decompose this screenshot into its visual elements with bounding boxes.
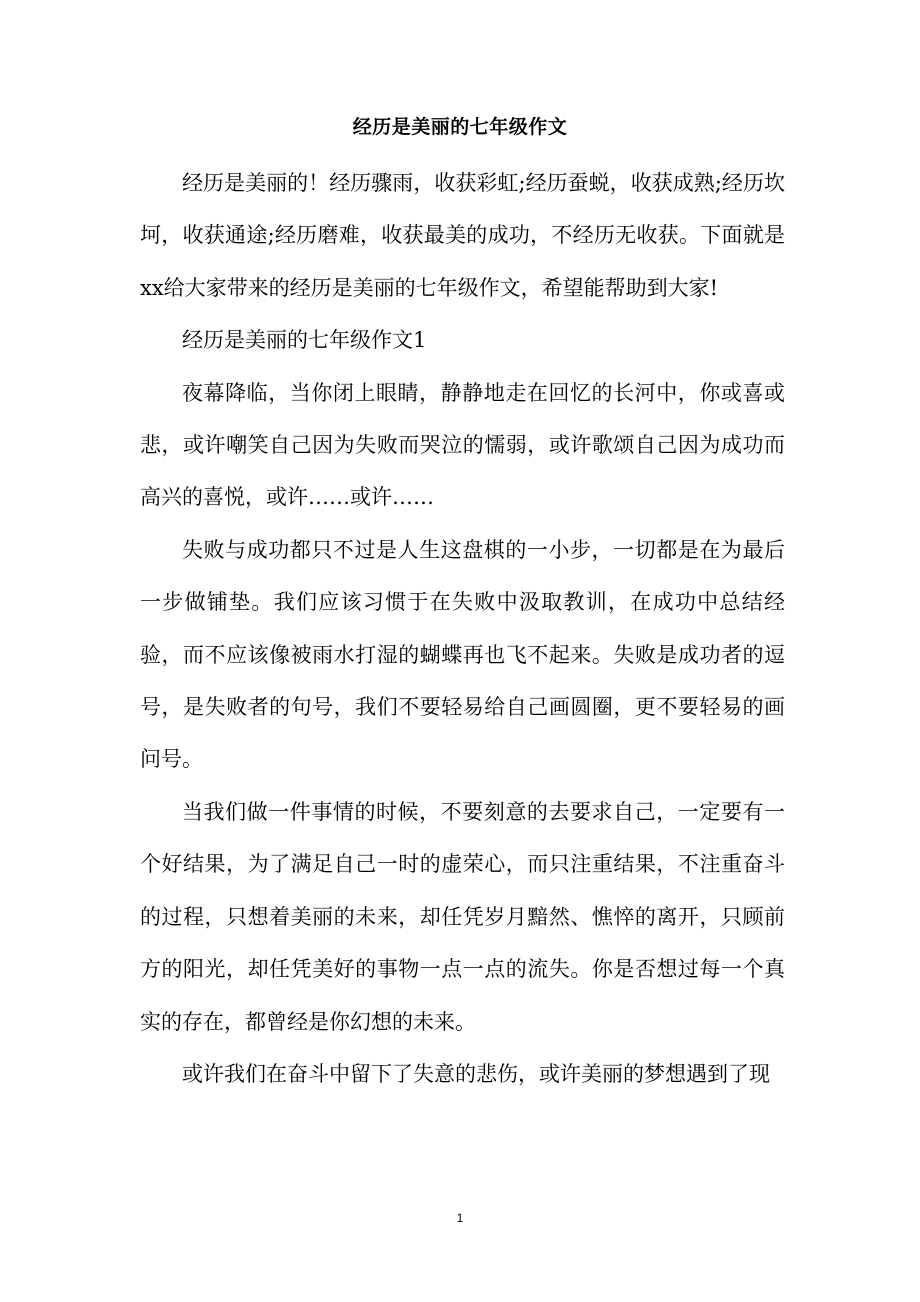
paragraph-intro: 经历是美丽的！经历骤雨，收获彩虹;经历蚕蜕，收获成熟;经历坎坷，收获通途;经历磨难，收获最美的成功，不经历无收获。下面就是xx给大家带来的经历是美丽的七年级作文，希望能帮助到大家! [140,171,785,300]
paragraph: 失败与成功都只不过是人生这盘棋的一小步，一切都是在为最后一步做铺垫。我们应该习惯于在失败中汲取教训，在成功中总结经验，而不应该像被雨水打湿的蝴蝶再也飞不起来。失败是成功者的逗号，是失败者的句号，我们不要轻易给自己画圆圈，更不要轻易的画问号。 [140,537,785,772]
section-heading: 经历是美丽的七年级作文1 [182,328,427,353]
document-body [140,157,785,1100]
page-number: 1 [456,1211,464,1225]
paragraph: 当我们做一件事情的时候，不要刻意的去要求自己，一定要有一个好结果，为了满足自己一时的虚荣心，而只注重结果，不注重奋斗的过程，只想着美丽的未来，却任凭岁月黯然、憔悴的离开，只顾前方的阳光，却任凭美好的事物一点一点的流失。你是否想过每一个真实的存在，都曾经是你幻想的未来。 [140,799,785,1034]
paragraph: 或许我们在奋斗中留下了失意的悲伤，或许美丽的梦想遇到了现 [182,1061,770,1086]
document-title: 经历是美丽的七年级作文 [352,116,568,138]
paragraph: 夜幕降临，当你闭上眼睛，静静地走在回忆的长河中，你或喜或悲，或许嘲笑自己因为失败而哭泣的懦弱，或许歌颂自己因为成功而高兴的喜悦，或许……或许…… [140,380,785,510]
